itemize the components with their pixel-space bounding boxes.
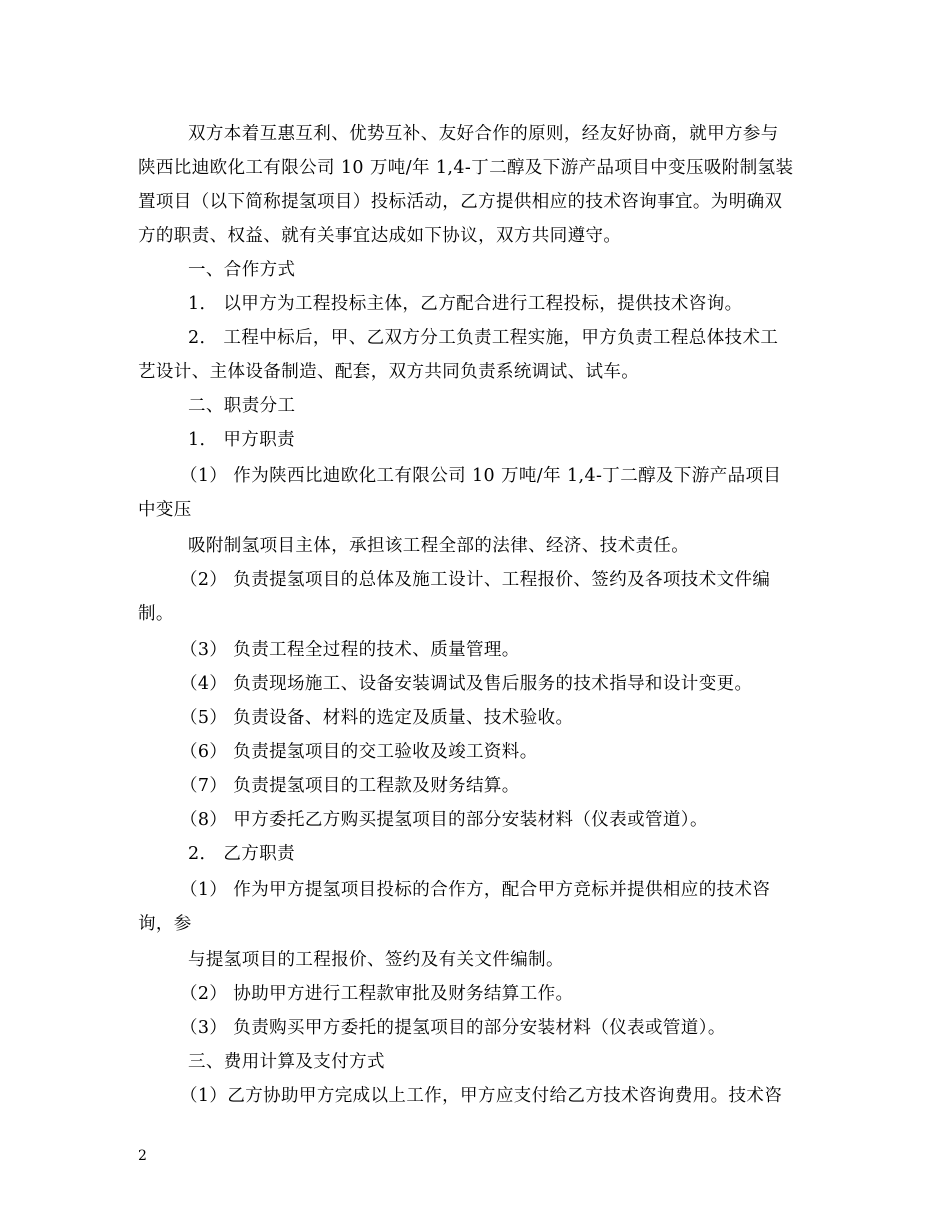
body-line: 双方本着互惠互利、优势互补、友好合作的原则，经友好协商，就甲方参与 (188, 124, 779, 144)
body-line: 询，参 (138, 914, 192, 934)
body-line: （5） 负责设备、材料的选定及质量、技术验收。 (180, 708, 574, 728)
body-line: 2． 工程中标后，甲、乙双方分工负责工程实施，甲方负责工程总体技术工 (188, 328, 779, 348)
body-line: 置项目（以下简称提氢项目）投标活动，乙方提供相应的技术咨询事宜。为明确双 (138, 192, 783, 212)
body-line: 方的职责、权益、就有关事宜达成如下协议，双方共同遵守。 (138, 226, 622, 246)
body-line: （1）乙方协助甲方完成以上工作，甲方应支付给乙方技术咨询费用。技术咨 (180, 1086, 783, 1106)
body-line: 吸附制氢项目主体，承担该工程全部的法律、经济、技术责任。 (188, 536, 690, 556)
body-line: （7） 负责提氢项目的工程款及财务结算。 (180, 776, 520, 796)
body-line: （4） 负责现场施工、设备安装调试及售后服务的技术指导和设计变更。 (180, 674, 753, 694)
subsection-heading: 2． 乙方职责 (188, 844, 295, 864)
page-number: 2 (138, 1148, 147, 1164)
body-line: （8） 甲方委托乙方购买提氢项目的部分安装材料（仪表或管道）。 (180, 810, 708, 830)
body-line: （1） 作为甲方提氢项目投标的合作方，配合甲方竞标并提供相应的技术咨 (180, 880, 771, 900)
body-line: 陕西比迪欧化工有限公司 10 万吨/年 1,4-丁二醇及下游产品项目中变压吸附制氢装 (138, 158, 794, 178)
body-line: 中变压 (138, 500, 192, 520)
body-line: 制。 (138, 604, 174, 624)
body-line: （2） 负责提氢项目的总体及施工设计、工程报价、签约及各项技术文件编 (180, 570, 771, 590)
section-heading: 一、合作方式 (188, 260, 296, 280)
subsection-heading: 1． 甲方职责 (188, 430, 295, 450)
body-line: 1． 以甲方为工程投标主体，乙方配合进行工程投标，提供技术咨询。 (188, 294, 743, 314)
section-heading: 三、费用计算及支付方式 (188, 1052, 385, 1072)
body-line: （3） 负责购买甲方委托的提氢项目的部分安装材料（仪表或管道）。 (180, 1018, 726, 1038)
body-line: （1） 作为陕西比迪欧化工有限公司 10 万吨/年 1,4-丁二醇及下游产品项目 (180, 466, 782, 486)
section-heading: 二、职责分工 (188, 396, 296, 416)
body-line: 艺设计、主体设备制造、配套，双方共同负责系统调试、试车。 (138, 362, 640, 382)
body-line: （3） 负责工程全过程的技术、质量管理。 (180, 640, 520, 660)
body-line: 与提氢项目的工程报价、签约及有关文件编制。 (188, 950, 564, 970)
body-line: （2） 协助甲方进行工程款审批及财务结算工作。 (180, 984, 574, 1004)
body-line: （6） 负责提氢项目的交工验收及竣工资料。 (180, 742, 538, 762)
